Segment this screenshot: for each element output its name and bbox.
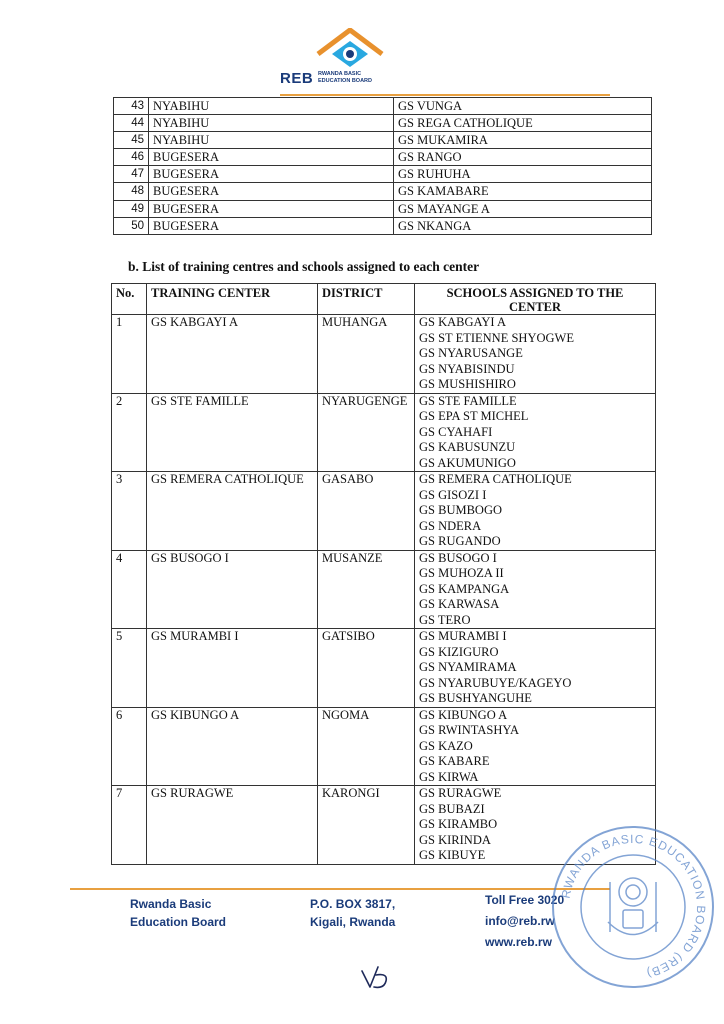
school-item: GS NYARUBUYE/KAGEYO — [419, 675, 572, 690]
table-row — [114, 132, 652, 149]
table-row — [114, 115, 652, 132]
school-cell: GS MAYANGE A — [394, 200, 652, 217]
school-item: GS NYAMIRAMA — [419, 660, 517, 674]
center-number: 3 — [112, 472, 147, 551]
center-number: 5 — [112, 629, 147, 708]
footer-address-line-2: Kigali, Rwanda — [310, 915, 396, 929]
district-cell: BUGESERA — [149, 149, 394, 166]
logo-line-1: RWANDA BASIC — [318, 71, 362, 77]
table-row — [112, 629, 656, 708]
center-number: 4 — [112, 550, 147, 629]
school-item: GS NYABISINDU — [419, 361, 515, 376]
training-center-cell: GS STE FAMILLE — [147, 393, 318, 472]
table-row — [114, 166, 652, 183]
school-item: GS KABARE — [419, 754, 490, 768]
reb-logo — [280, 28, 420, 90]
footer-toll-free: Toll Free 3020 — [485, 893, 565, 907]
header-rule — [280, 94, 610, 96]
district-cell: NYARUGENGE — [318, 393, 415, 472]
column-header-training-center: TRAINING CENTER — [147, 284, 318, 315]
table-row — [112, 315, 656, 394]
school-item: GS AKUMUNIGO — [419, 455, 516, 470]
schools-cell — [415, 393, 656, 472]
row-number: 43 — [114, 98, 149, 115]
footer-website[interactable]: www.reb.rw — [485, 935, 552, 949]
row-number: 46 — [114, 149, 149, 166]
district-schools-table — [113, 97, 652, 235]
school-item: GS KIRWA — [419, 769, 479, 784]
district-cell: MUHANGA — [318, 315, 415, 394]
district-cell: NGOMA — [318, 707, 415, 786]
school-item: GS BUBAZI — [419, 801, 485, 816]
schools-cell — [415, 629, 656, 708]
district-cell: NYABIHU — [149, 98, 394, 115]
footer-org — [130, 895, 226, 931]
footer-address — [310, 895, 395, 931]
school-item: GS KARWASA — [419, 597, 500, 611]
school-item: GS CYAHAFI — [419, 424, 493, 439]
school-item: GS ST ETIENNE SHYOGWE — [419, 330, 574, 345]
training-center-cell: GS KABGAYI A — [147, 315, 318, 394]
center-number: 6 — [112, 707, 147, 786]
school-item: GS REMERA CATHOLIQUE — [419, 472, 572, 486]
table-header-row — [112, 284, 656, 315]
school-item: GS GISOZI I — [419, 487, 487, 502]
school-cell: GS RUHUHA — [394, 166, 652, 183]
school-item: GS EPA ST MICHEL — [419, 409, 529, 423]
school-cell: GS MUKAMIRA — [394, 132, 652, 149]
footer-org-line-2: Education Board — [130, 915, 227, 929]
official-stamp-icon — [548, 822, 718, 992]
school-cell: GS REGA CATHOLIQUE — [394, 115, 652, 132]
school-item: GS MUHOZA II — [419, 566, 504, 580]
footer-org-line-1: Rwanda Basic — [130, 897, 212, 911]
district-cell: GASABO — [318, 472, 415, 551]
school-cell: GS RANGO — [394, 149, 652, 166]
school-item: GS TERO — [419, 612, 471, 627]
school-item: GS KIRAMBO — [419, 817, 498, 831]
table-row — [114, 149, 652, 166]
logo-line-2: EDUCATION BOARD — [318, 77, 372, 84]
district-cell: BUGESERA — [149, 200, 394, 217]
school-item: GS KIZIGURO — [419, 644, 499, 659]
signature-initials-icon — [358, 963, 394, 993]
row-number: 48 — [114, 183, 149, 200]
school-item: GS KABGAYI A — [419, 315, 507, 329]
district-cell: MUSANZE — [318, 550, 415, 629]
row-number: 49 — [114, 200, 149, 217]
section-b-heading: b. List of training centres and schools assigned to each center — [128, 259, 480, 274]
row-number: 44 — [114, 115, 149, 132]
table-row — [114, 98, 652, 115]
training-centres-table — [111, 283, 656, 865]
table-row — [112, 393, 656, 472]
center-number: 7 — [112, 786, 147, 865]
school-item: GS KIBUYE — [419, 848, 486, 862]
district-cell: BUGESERA — [149, 183, 394, 200]
center-number: 1 — [112, 315, 147, 394]
table-row — [114, 183, 652, 200]
school-item: GS KIRINDA — [419, 832, 491, 847]
district-cell: KARONGI — [318, 786, 415, 865]
training-center-cell: GS MURAMBI I — [147, 629, 318, 708]
stamp-text: RWANDA BASIC EDUCATION BOARD (REB) — [558, 831, 709, 981]
school-item: GS KAMPANGA — [419, 581, 510, 596]
district-cell: BUGESERA — [149, 217, 394, 234]
row-number: 45 — [114, 132, 149, 149]
schools-cell — [415, 315, 656, 394]
table-row — [114, 217, 652, 234]
school-item: GS NDERA — [419, 518, 482, 533]
school-item: GS MUSHISHIRO — [419, 377, 516, 391]
footer-email[interactable]: info@reb.rw — [485, 914, 555, 928]
school-item: GS KAZO — [419, 738, 473, 753]
table-row — [114, 200, 652, 217]
training-center-cell: GS REMERA CATHOLIQUE — [147, 472, 318, 551]
column-header-schools: SCHOOLS ASSIGNED TO THE CENTER — [415, 284, 656, 315]
school-item: GS KABUSUNZU — [419, 440, 516, 454]
school-item: GS RWINTASHYA — [419, 723, 520, 737]
row-number: 50 — [114, 217, 149, 234]
district-cell: BUGESERA — [149, 166, 394, 183]
school-cell: GS NKANGA — [394, 217, 652, 234]
school-cell: GS VUNGA — [394, 98, 652, 115]
district-cell: NYABIHU — [149, 115, 394, 132]
school-item: GS RURAGWE — [419, 786, 502, 800]
schools-cell — [415, 707, 656, 786]
table-row — [112, 550, 656, 629]
center-number: 2 — [112, 393, 147, 472]
column-header-district: DISTRICT — [318, 284, 415, 315]
row-number: 47 — [114, 166, 149, 183]
reb-emblem-icon — [310, 28, 390, 72]
school-item: GS MURAMBI I — [419, 629, 507, 643]
column-header-no: No. — [112, 284, 147, 315]
schools-cell — [415, 472, 656, 551]
school-item: GS BUMBOGO — [419, 503, 503, 517]
school-item: GS BUSOGO I — [419, 550, 497, 565]
logo-acronym: REB — [280, 70, 314, 87]
district-cell: NYABIHU — [149, 132, 394, 149]
school-item: GS STE FAMILLE — [419, 393, 517, 408]
table-row — [112, 472, 656, 551]
training-center-cell: GS RURAGWE — [147, 786, 318, 865]
footer-address-line-1: P.O. BOX 3817, — [310, 897, 396, 911]
school-item: GS KIBUNGO A — [419, 707, 508, 722]
training-center-cell: GS BUSOGO I — [147, 550, 318, 629]
training-center-cell: GS KIBUNGO A — [147, 707, 318, 786]
school-item: GS NYARUSANGE — [419, 346, 523, 360]
school-item: GS BUSHYANGUHE — [419, 691, 532, 705]
school-item: GS RUGANDO — [419, 534, 501, 548]
table-row — [112, 707, 656, 786]
school-cell: GS KAMABARE — [394, 183, 652, 200]
district-cell: GATSIBO — [318, 629, 415, 708]
schools-cell — [415, 550, 656, 629]
